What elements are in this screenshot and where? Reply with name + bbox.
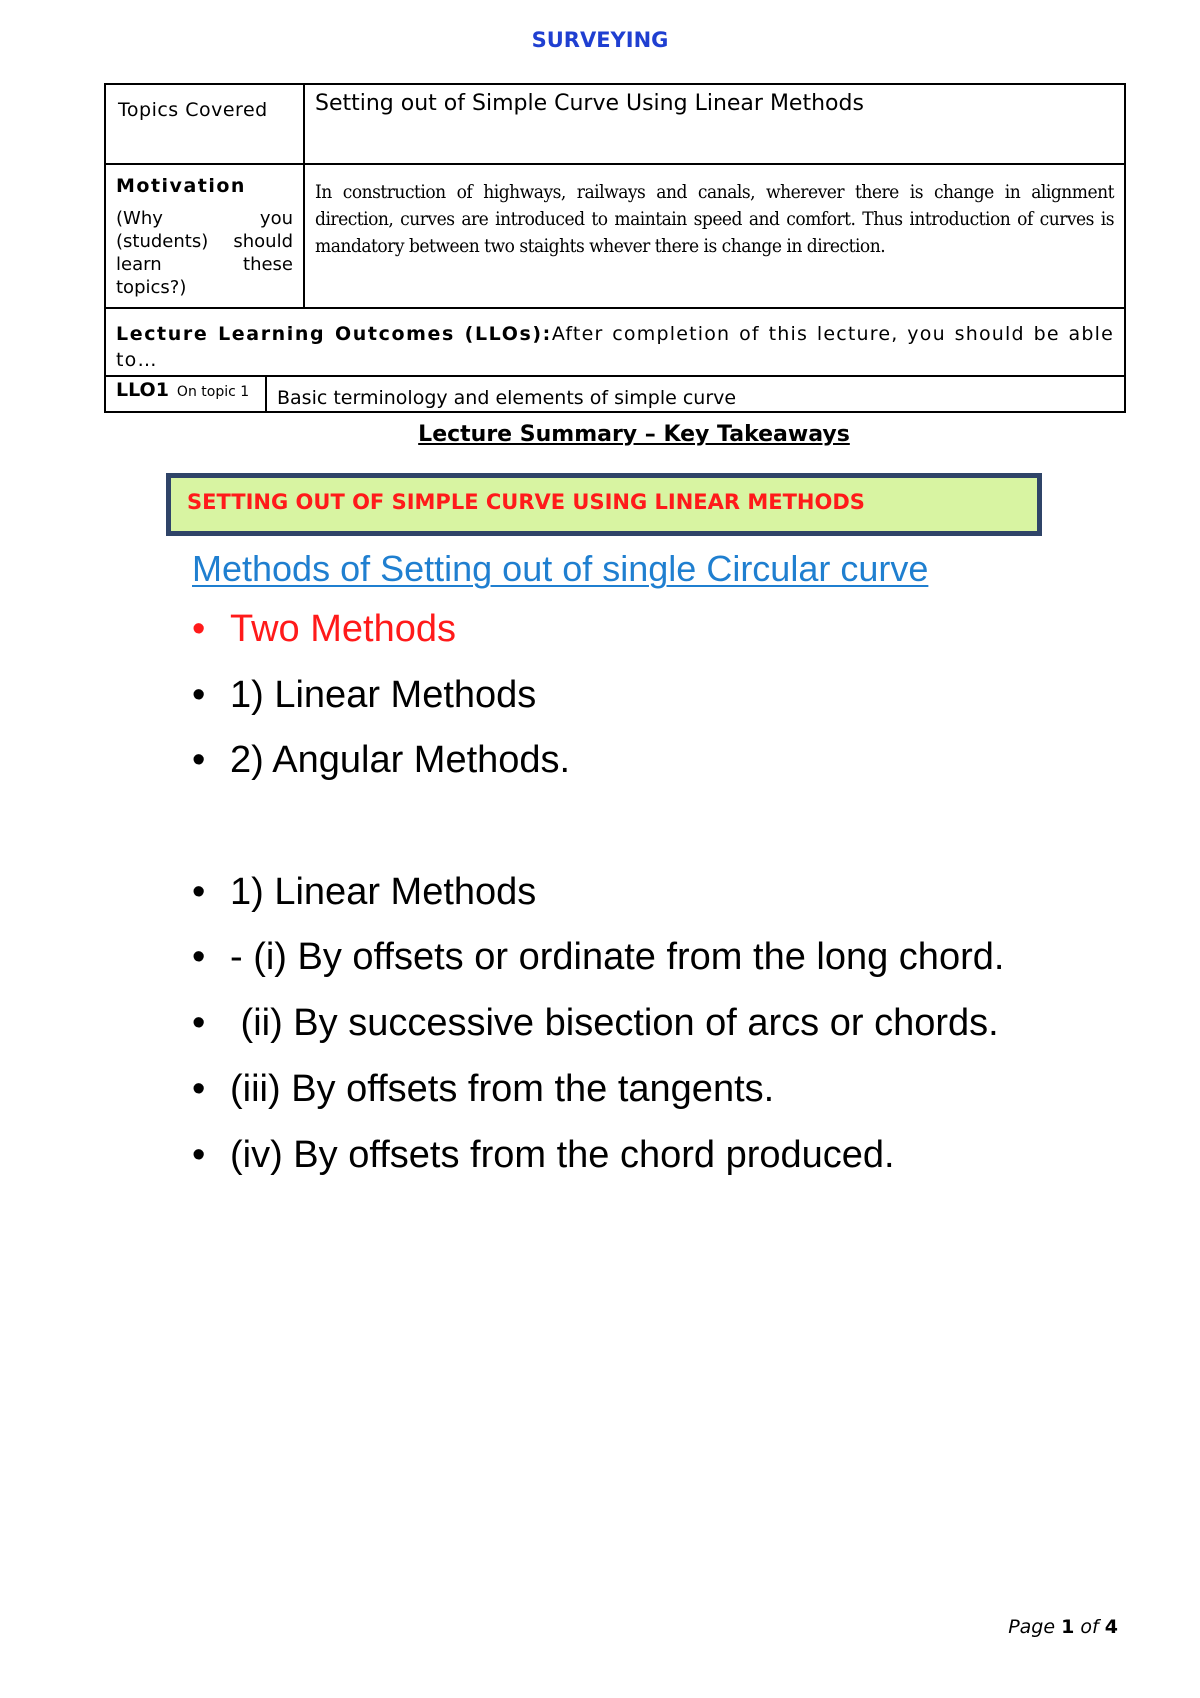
section-title: SETTING OUT OF SIMPLE CURVE USING LINEAR METHODS [187, 490, 865, 514]
bullet-angular-methods [192, 739, 570, 782]
motivation-text: In construction of highways, railways and canals, wherever there is change in alignment direction, curves are introduced to maintain speed and comfort. Thus introduction of curves is mandatory between two staights whever there is change in direction. [304, 164, 1125, 308]
llo1-label: LLO1 [116, 379, 169, 401]
bullet-text: - (i) By offsets or ordinate from the long chord. [230, 936, 1005, 978]
slide-heading: Methods of Setting out of single Circular curve [192, 548, 929, 589]
bullet-text: (iv) By offsets from the chord produced. [230, 1134, 895, 1176]
topics-value: Setting out of Simple Curve Using Linear Methods [304, 84, 1125, 164]
bullet-text: 1) Linear Methods [230, 871, 537, 913]
llo1-label-cell [106, 377, 267, 411]
llo-intro-text: After completion of this lecture, you should be able to… [116, 323, 1114, 371]
bullet-dot: • [192, 1134, 206, 1176]
lecture-summary-heading: Lecture Summary – Key Takeaways [418, 422, 850, 447]
motivation-cell [105, 164, 304, 308]
page-word: Page [1008, 1616, 1056, 1638]
bullet-text: 1) Linear Methods [230, 674, 537, 716]
bullet-linear-methods [192, 674, 536, 717]
bullet-text: (ii) By successive bisection of arcs or chords. [230, 1002, 999, 1044]
llo1-row [105, 376, 1125, 412]
motivation-title: Motivation [116, 175, 246, 197]
bullet-text: 2) Angular Methods. [230, 739, 571, 781]
bullet-dot: • [192, 608, 206, 650]
bullet-linear-methods-detail [192, 871, 536, 914]
page-number-footer [1008, 1616, 1118, 1638]
topics-row [105, 84, 1125, 164]
bullet-dot: • [192, 1002, 206, 1044]
lecture-info-table [104, 83, 1126, 413]
llo-intro-row [105, 308, 1125, 376]
motivation-row [105, 164, 1125, 308]
bullet-tangents [192, 1068, 774, 1111]
total-pages: 4 [1104, 1616, 1118, 1638]
bullet-bisection [192, 1002, 999, 1045]
motivation-subtitle: (Why you (students) should learn these topics?) [116, 208, 293, 298]
of-word: of [1080, 1616, 1099, 1638]
document-header-title: SURVEYING [531, 28, 669, 52]
bullet-dot: • [192, 1068, 206, 1110]
llo-intro-cell [105, 308, 1125, 376]
bullet-two-methods [192, 608, 456, 651]
bullet-text: Two Methods [230, 608, 456, 650]
llo1-cell [105, 376, 1125, 412]
bullet-dot: • [192, 871, 206, 913]
bullet-text: (iii) By offsets from the tangents. [230, 1068, 775, 1110]
current-page: 1 [1061, 1616, 1075, 1638]
bullet-dot: • [192, 674, 206, 716]
bullet-chord-produced [192, 1134, 895, 1177]
llo1-text: Basic terminology and elements of simple curve [277, 387, 737, 409]
topics-label: Topics Covered [105, 84, 304, 164]
bullet-long-chord [192, 936, 1004, 979]
bullet-dot: • [192, 936, 206, 978]
bullet-dot: • [192, 739, 206, 781]
llo-heading: Lecture Learning Outcomes (LLOs): [116, 323, 552, 345]
section-title-box [167, 474, 1041, 535]
llo1-topic: On topic 1 [176, 384, 250, 400]
